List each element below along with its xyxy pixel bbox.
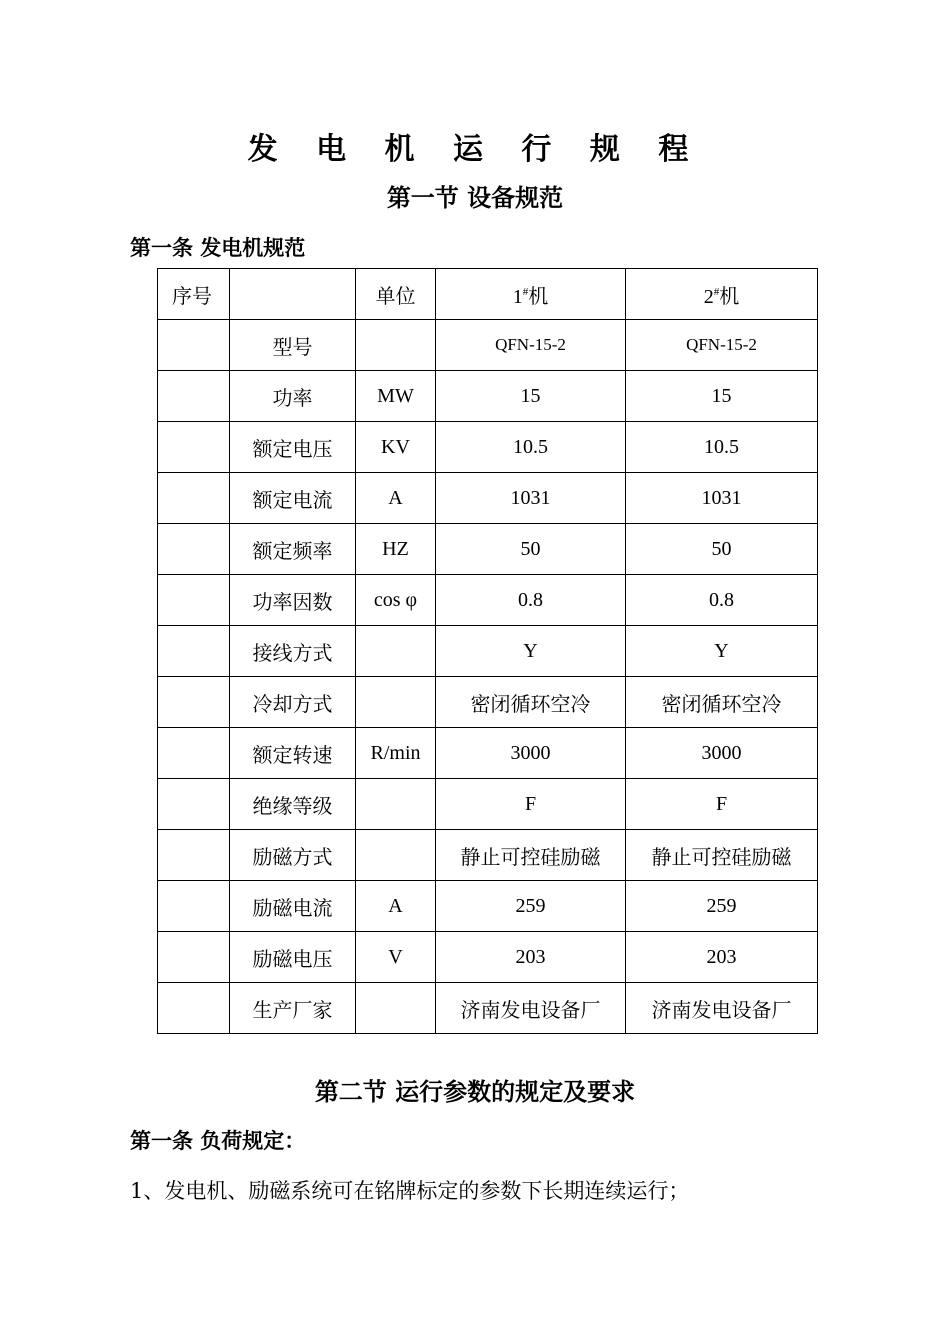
table-row [158,983,818,1034]
table-row [158,371,818,422]
cell-seq [158,830,230,881]
article-heading-2: 第一条 负荷规定： [130,1128,306,1153]
generator-spec-table [157,268,818,1034]
table-row [158,881,818,932]
cell-machine-1: 0.8 [436,575,626,626]
cell-unit: KV [356,422,436,473]
table-row [158,524,818,575]
cell-machine-1: 15 [436,371,626,422]
cell-machine-1: 203 [436,932,626,983]
header-seq: 序号 [158,269,230,320]
cell-machine-1: 3000 [436,728,626,779]
cell-unit: HZ [356,524,436,575]
cell-machine-1: 济南发电设备厂 [436,983,626,1034]
cell-machine-1: QFN-15-2 [436,320,626,371]
cell-unit: MW [356,371,436,422]
cell-seq [158,779,230,830]
cell-item: 额定电流 [230,473,356,524]
cell-machine-1: 1031 [436,473,626,524]
cell-item: 励磁电压 [230,932,356,983]
document-title: 发 电 机 运 行 规 程 [247,132,703,167]
table-row [158,728,818,779]
cell-machine-1: Y [436,626,626,677]
cell-item: 功率 [230,371,356,422]
cell-item: 励磁电流 [230,881,356,932]
table-row [158,932,818,983]
cell-machine-1: F [436,779,626,830]
cell-machine-2: 密闭循环空冷 [626,677,818,728]
section-heading-2: 第二节 运行参数的规定及要求 [314,1077,636,1106]
cell-machine-1: 密闭循环空冷 [436,677,626,728]
cell-unit [356,320,436,371]
table-row [158,473,818,524]
header-machine-1-suffix: 机 [528,285,549,308]
cell-machine-1: 259 [436,881,626,932]
cell-unit: R/min [356,728,436,779]
cell-machine-2: Y [626,626,818,677]
cell-seq [158,422,230,473]
cell-machine-2: 203 [626,932,818,983]
header-machine-1-sup: # [522,285,529,298]
table-row [158,422,818,473]
cell-item: 励磁方式 [230,830,356,881]
table-row [158,677,818,728]
cell-seq [158,473,230,524]
cell-seq [158,728,230,779]
header-unit: 单位 [356,269,436,320]
table-row [158,575,818,626]
cell-unit: A [356,473,436,524]
cell-item: 型号 [230,320,356,371]
cell-machine-2: 10.5 [626,422,818,473]
table-row [158,320,818,371]
paragraph-1: 1、发电机、励磁系统可在铭牌标定的参数下长期连续运行； [130,1179,690,1203]
cell-unit: V [356,932,436,983]
cell-unit [356,626,436,677]
cell-unit [356,779,436,830]
header-machine-1-number: 1 [512,285,523,308]
cell-machine-2: 3000 [626,728,818,779]
cell-machine-1: 静止可控硅励磁 [436,830,626,881]
cell-machine-1: 10.5 [436,422,626,473]
cell-item: 生产厂家 [230,983,356,1034]
cell-item: 额定电压 [230,422,356,473]
cell-seq [158,575,230,626]
cell-seq [158,320,230,371]
cell-item: 绝缘等级 [230,779,356,830]
section-heading-1: 第一节 设备规范 [386,183,564,212]
cell-item: 功率因数 [230,575,356,626]
cell-machine-1: 50 [436,524,626,575]
cell-seq [158,626,230,677]
cell-seq [158,983,230,1034]
cell-machine-2: 259 [626,881,818,932]
cell-unit: cos φ [356,575,436,626]
header-machine-1 [436,269,626,320]
cell-unit: A [356,881,436,932]
cell-unit [356,830,436,881]
cell-unit [356,983,436,1034]
header-machine-2 [626,269,818,320]
table-row [158,830,818,881]
cell-item: 额定频率 [230,524,356,575]
table-row [158,626,818,677]
header-item [230,269,356,320]
cell-item: 冷却方式 [230,677,356,728]
cell-seq [158,371,230,422]
cell-machine-2: F [626,779,818,830]
cell-item: 额定转速 [230,728,356,779]
cell-machine-2: 50 [626,524,818,575]
header-machine-2-suffix: 机 [719,285,740,308]
cell-seq [158,524,230,575]
cell-item: 接线方式 [230,626,356,677]
cell-seq [158,932,230,983]
cell-unit [356,677,436,728]
table-row [158,779,818,830]
cell-seq [158,677,230,728]
cell-machine-2: 济南发电设备厂 [626,983,818,1034]
cell-machine-2: 0.8 [626,575,818,626]
header-machine-2-number: 2 [703,285,714,308]
header-machine-2-sup: # [713,285,720,298]
cell-machine-2: 1031 [626,473,818,524]
cell-machine-2: QFN-15-2 [626,320,818,371]
cell-machine-2: 15 [626,371,818,422]
article-heading-1: 第一条 发电机规范 [130,235,306,260]
cell-machine-2: 静止可控硅励磁 [626,830,818,881]
table-header-row [158,269,818,320]
cell-seq [158,881,230,932]
